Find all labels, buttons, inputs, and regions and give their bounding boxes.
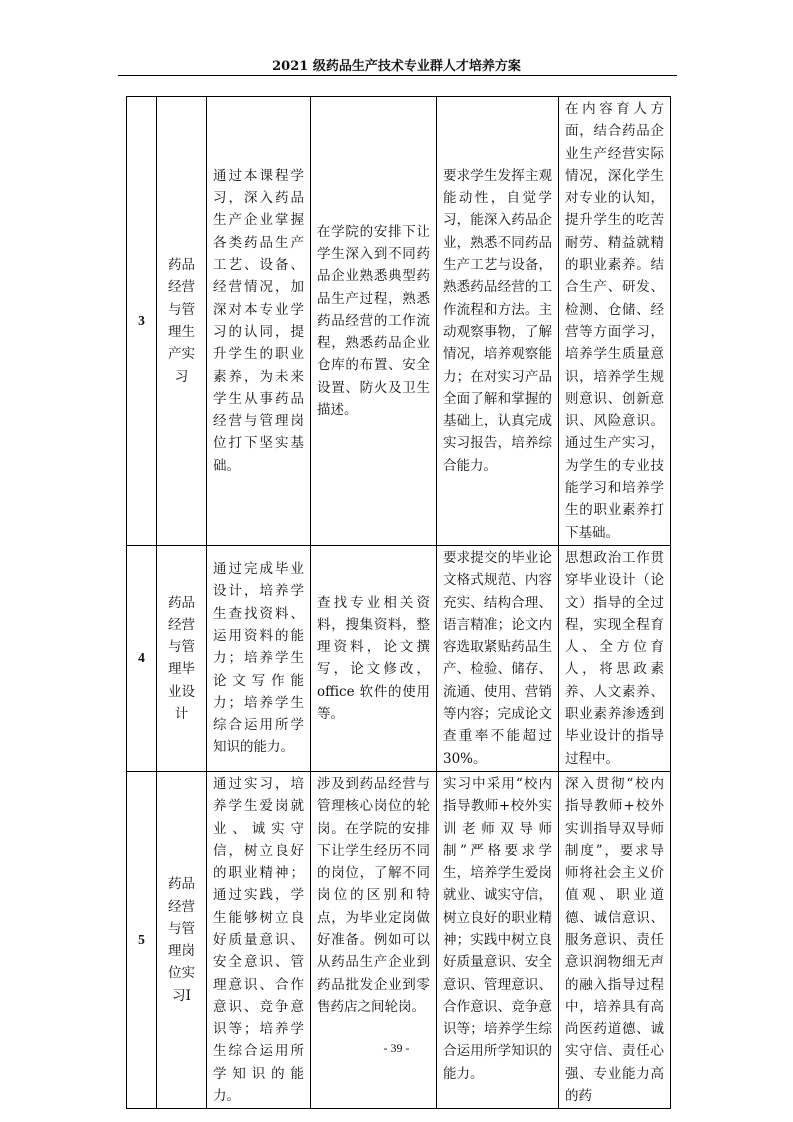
page-header-title: 2021 级药品生产技术专业群人才培养方案 — [272, 59, 521, 74]
table-row — [127, 771, 671, 1108]
course-objective: 通过完成毕业设计，培养学生查找资料、运用资料的能力；培养学生论文写作能力；培养学生综合运用所学知识的能力。 — [207, 545, 311, 771]
table-row — [127, 545, 671, 771]
course-objective: 通过实习，培养学生爱岗就业、诚实守信，树立良好的职业精神；通过实践，学生能够树立良好质量意识、安全意识、管理意识、合作意识、竞争意识等；培养学生综合运用所学知识的能力。 — [207, 771, 311, 1108]
course-objective: 通过本课程学习，深入药品生产企业掌握各类药品生产工艺、设备、经营情况，加深对本专业学习的认同，提升学生的职业素养，为未来学生从事药品经营与管理岗位打下坚实基础。 — [207, 97, 311, 546]
ideology-element: 思想政治工作贯穿毕业设计（论文）指导的全过程，实现全程育人、全方位育人，将思政素养、人文素养、职业素养渗透到毕业设计的指导过程中。 — [559, 545, 671, 771]
ideology-element: 在内容育人方面，结合药品企业生产经营实际情况，深化学生对专业的认知，提升学生的吃苦耐劳、精益就精的职业素养。结合生产、研发、检测、仓储、经营等方面学习，培养学生质量意识，培养学生规则意识、创新意识、风险意识。通过生产实习，为学生的专业技能学习和培养学生的职业素养打下基础。 — [559, 97, 671, 546]
page-number: - 39 - — [383, 1041, 410, 1055]
course-requirement: 要求学生发挥主观能动性，自觉学习，能深入药品企业，熟悉不同药品生产工艺与设备，熟悉药品经营的工作流程和方法。主动观察事物，了解情况，培养观察能力；在对实习产品全面了解和掌握的基础上，认真完成实习报告，培养综合能力。 — [437, 97, 559, 546]
course-name: 药品经营与管理生产实习 — [157, 97, 207, 546]
header-rule — [118, 75, 677, 76]
course-content: 在学院的安排下让学生深入到不同药品企业熟悉典型药品生产过程，熟悉药品经营的工作流程，熟悉药品企业仓库的布置、安全设置、防火及卫生描述。 — [311, 97, 437, 546]
course-content: 查找专业相关资料，搜集资料，整理资料，论文撰写，论文修改，office 软件的使用等。 — [311, 545, 437, 771]
row-number: 3 — [127, 97, 157, 546]
course-content: 涉及到药品经营与管理核心岗位的轮岗。在学院的安排下让学生经历不同的岗位，了解不同岗位的区别和特点，为毕业定岗做好准备。例如可以从药品生产企业到药品批发企业到零售药店之间轮岗。 — [311, 771, 437, 1108]
course-requirement: 实习中采用“校内指导教师+校外实训老师双导师制”严格要求学生，培养学生爱岗就业、诚实守信，树立良好的职业精神；实践中树立良好质量意识、安全意识、管理意识、合作意识、竞争意识等；培养学生综合运用所学知识的能力。 — [437, 771, 559, 1108]
course-name: 药品经营与管理岗位实习Ⅰ — [157, 771, 207, 1108]
ideology-element: 深入贯彻“校内指导教师+校外实训指导双导师制度”，要求导师将社会主义价值观、职业道德、诚信意识、服务意识、责任意识润物细无声的融入指导过程中，培养具有高尚医药道德、诚实守信、责任心强、专业能力高的药 — [559, 771, 671, 1108]
curriculum-table — [126, 96, 671, 1109]
course-name: 药品经营与管理毕业设计 — [157, 545, 207, 771]
course-requirement: 要求提交的毕业论文格式规范、内容充实、结构合理、语言精准；论文内容选取紧贴药品生产、检验、储存、流通、使用、营销等内容；完成论文查重率不能超过 30%。 — [437, 545, 559, 771]
table-row — [127, 97, 671, 546]
row-number: 5 — [127, 771, 157, 1108]
row-number: 4 — [127, 545, 157, 771]
